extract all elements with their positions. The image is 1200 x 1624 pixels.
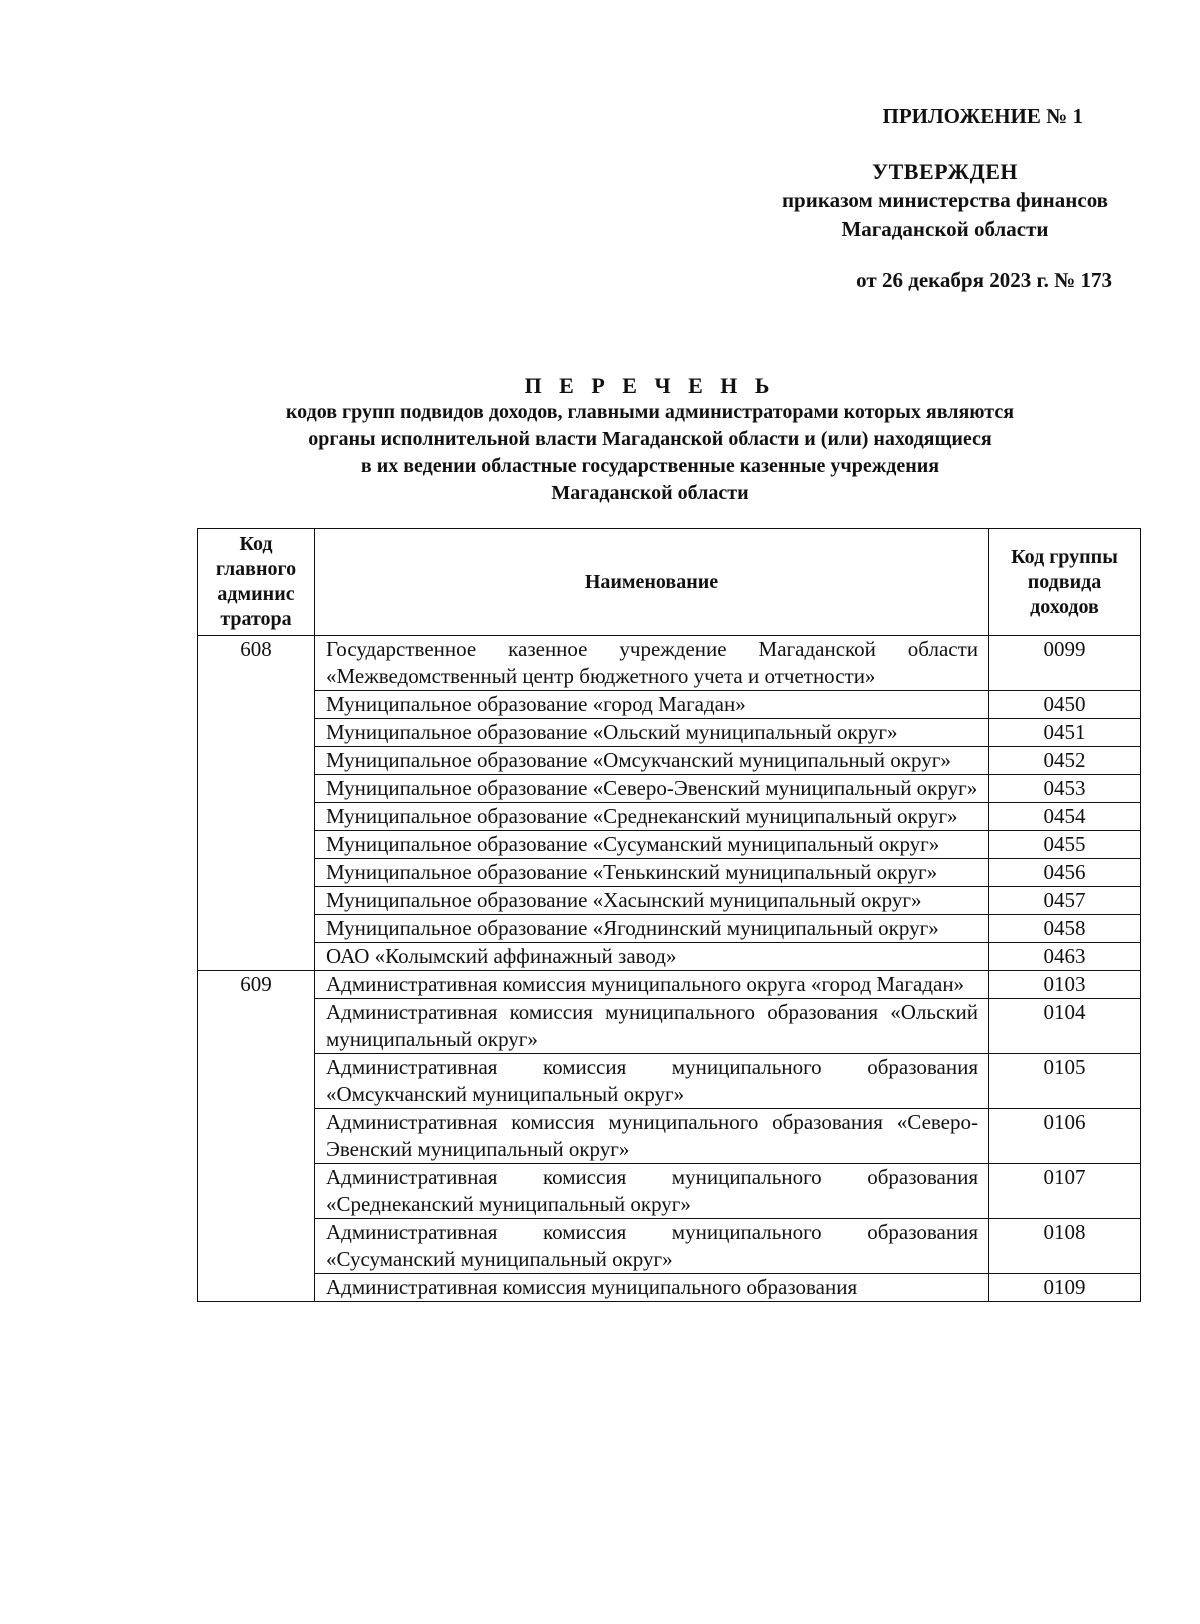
table-row — [198, 1219, 1141, 1274]
table-row — [198, 803, 1141, 831]
table-row — [198, 1274, 1141, 1302]
name-cell: Муниципальное образование «Среднеканский муниципальный округ» — [315, 803, 989, 831]
name-cell: Административная комиссия муниципального образования «Ольский муниципальный округ» — [315, 999, 989, 1054]
group-code-cell: 0463 — [989, 943, 1141, 971]
table-row — [198, 831, 1141, 859]
name-cell: Муниципальное образование «Хасынский муниципальный округ» — [315, 887, 989, 915]
table-row — [198, 943, 1141, 971]
table-row — [198, 747, 1141, 775]
group-code-cell: 0455 — [989, 831, 1141, 859]
group-code-cell: 0458 — [989, 915, 1141, 943]
table-row — [198, 915, 1141, 943]
name-cell: Муниципальное образование «Сусуманский муниципальный округ» — [315, 831, 989, 859]
group-code-cell: 0450 — [989, 691, 1141, 719]
table-row — [198, 1054, 1141, 1109]
name-cell: Административная комиссия муниципального образования «Сусуманский муниципальный округ» — [315, 1219, 989, 1274]
title-line-4: Магаданской области — [551, 482, 749, 504]
name-cell: Муниципальное образование «город Магадан» — [315, 691, 989, 719]
admin-code-cell — [198, 719, 315, 747]
table-row — [198, 971, 1141, 999]
group-code-cell: 0109 — [989, 1274, 1141, 1302]
group-code-cell: 0105 — [989, 1054, 1141, 1109]
header-name: Наименование — [315, 529, 989, 636]
name-cell: Административная комиссия муниципального образования — [315, 1274, 989, 1302]
group-code-cell: 0106 — [989, 1109, 1141, 1164]
title-heading: П Е Р Е Ч Е Н Ь — [524, 373, 776, 398]
title-line-2: органы исполнительной власти Магаданской области и (или) находящиеся — [308, 428, 992, 450]
header-admin-code: Код главного админис тратора — [198, 529, 315, 636]
admin-code-cell — [198, 1274, 315, 1302]
header-group-code: Код группы подвида доходов — [989, 529, 1141, 636]
table-row — [198, 887, 1141, 915]
name-cell: Государственное казенное учреждение Магаданской области «Межведомственный центр бюджетного учета и отчетности» — [315, 636, 989, 691]
approval-block — [720, 157, 1170, 244]
appendix-label: ПРИЛОЖЕНИЕ № 1 — [882, 104, 1083, 128]
table-row — [198, 691, 1141, 719]
admin-code-cell — [198, 999, 315, 1054]
name-cell: ОАО «Колымский аффинажный завод» — [315, 943, 989, 971]
table-row — [198, 719, 1141, 747]
name-cell: Административная комиссия муниципального образования «Северо-Эвенский муниципальный округ» — [315, 1109, 989, 1164]
group-code-cell: 0453 — [989, 775, 1141, 803]
name-cell: Муниципальное образование «Ягоднинский муниципальный округ» — [315, 915, 989, 943]
group-code-cell: 0451 — [989, 719, 1141, 747]
table-row — [198, 636, 1141, 691]
table-header-row — [198, 529, 1141, 636]
approved-label: УТВЕРЖДЕН — [871, 159, 1018, 184]
name-cell: Административная комиссия муниципального образования «Среднеканский муниципальный округ» — [315, 1164, 989, 1219]
name-cell: Муниципальное образование «Ольский муниципальный округ» — [315, 719, 989, 747]
table-row — [198, 999, 1141, 1054]
group-code-cell: 0456 — [989, 859, 1141, 887]
group-code-cell: 0457 — [989, 887, 1141, 915]
group-code-cell: 0104 — [989, 999, 1141, 1054]
admin-code-cell — [198, 691, 315, 719]
admin-code-cell: 608 — [198, 636, 315, 691]
admin-code-cell — [198, 803, 315, 831]
name-cell: Муниципальное образование «Омсукчанский муниципальный округ» — [315, 747, 989, 775]
table-row — [198, 775, 1141, 803]
group-code-cell: 0107 — [989, 1164, 1141, 1219]
approved-by-line2: Магаданской области — [841, 217, 1049, 241]
name-cell: Административная комиссия муниципального округа «город Магадан» — [315, 971, 989, 999]
table-body — [198, 636, 1141, 1302]
group-code-cell: 0454 — [989, 803, 1141, 831]
admin-code-cell — [198, 1219, 315, 1274]
admin-code-cell — [198, 859, 315, 887]
admin-code-cell — [198, 887, 315, 915]
document-title — [200, 372, 1100, 507]
table-row — [198, 1164, 1141, 1219]
admin-code-cell — [198, 1109, 315, 1164]
admin-code-cell: 609 — [198, 971, 315, 999]
table-row — [198, 859, 1141, 887]
order-date: от 26 декабря 2023 г. № 173 — [856, 268, 1112, 292]
group-code-cell: 0099 — [989, 636, 1141, 691]
admin-code-cell — [198, 943, 315, 971]
codes-table — [197, 528, 1141, 1302]
title-line-3: в их ведении областные государственные казенные учреждения — [360, 455, 940, 477]
group-code-cell: 0103 — [989, 971, 1141, 999]
group-code-cell: 0452 — [989, 747, 1141, 775]
approved-by-line1: приказом министерства финансов — [781, 188, 1109, 212]
admin-code-cell — [198, 747, 315, 775]
title-line-1: кодов групп подвидов доходов, главными администраторами которых являются — [285, 401, 1015, 423]
admin-code-cell — [198, 831, 315, 859]
admin-code-cell — [198, 775, 315, 803]
admin-code-cell — [198, 1164, 315, 1219]
group-code-cell: 0108 — [989, 1219, 1141, 1274]
admin-code-cell — [198, 1054, 315, 1109]
name-cell: Муниципальное образование «Северо-Эвенский муниципальный округ» — [315, 775, 989, 803]
name-cell: Административная комиссия муниципального образования «Омсукчанский муниципальный округ» — [315, 1054, 989, 1109]
admin-code-cell — [198, 915, 315, 943]
name-cell: Муниципальное образование «Тенькинский муниципальный округ» — [315, 859, 989, 887]
table-row — [198, 1109, 1141, 1164]
